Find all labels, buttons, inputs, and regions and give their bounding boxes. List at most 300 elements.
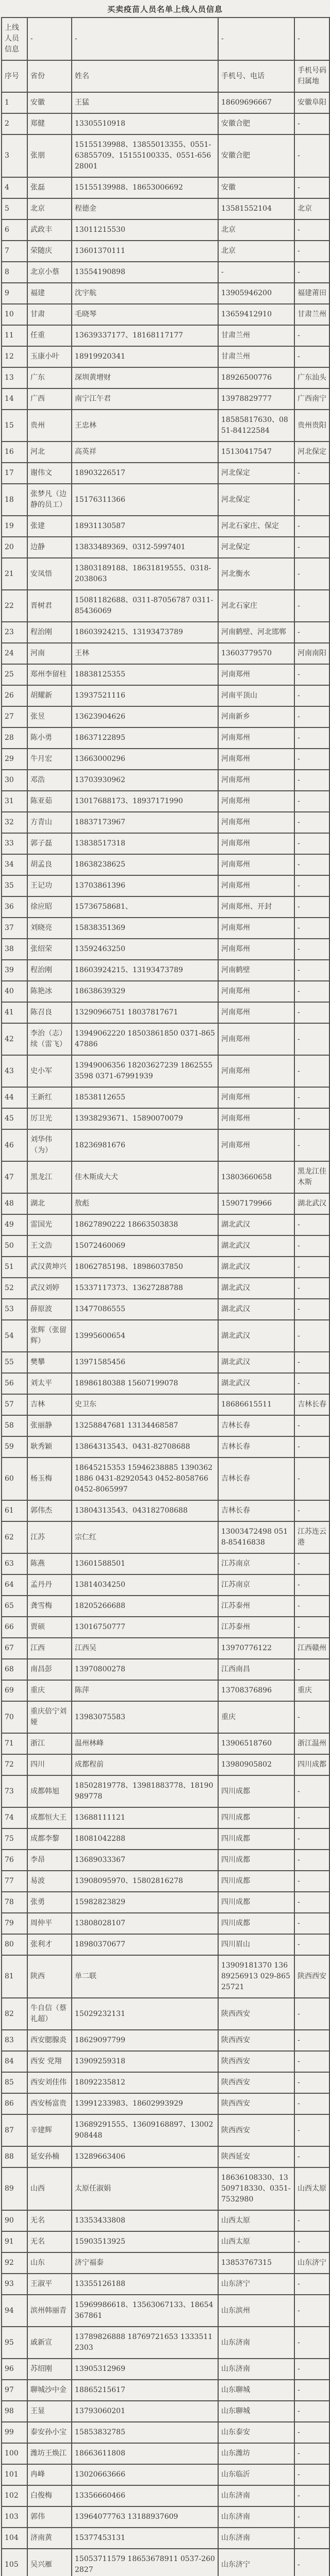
table-row: [2, 1320, 329, 1352]
phone-or-location-cell: 山东济南: [218, 2528, 294, 2549]
name-or-phone-cell: 15736758681、: [72, 896, 218, 918]
province-or-name-cell: 王记功: [27, 875, 72, 896]
table-row: [2, 896, 329, 918]
attribution-cell: -: [294, 2528, 329, 2549]
name-or-phone-cell: 13703930962: [72, 770, 218, 791]
phone-or-location-cell: 河南鹤壁、河北邯郸: [218, 622, 294, 643]
province-or-name-cell: 成都恒大王: [27, 1807, 72, 1828]
serial-cell: 90: [2, 2210, 27, 2231]
province-or-name-cell: 陈亚茹: [27, 791, 72, 812]
serial-cell: 26: [2, 685, 27, 706]
name-or-phone-cell: 18865215617: [72, 2380, 218, 2401]
attribution-cell: -: [294, 960, 329, 981]
phone-or-location-cell: 山西太原: [218, 2210, 294, 2231]
province-or-name-cell: 郭伟: [27, 2506, 72, 2528]
phone-or-location-cell: 吉林长春: [218, 1436, 294, 1458]
phone-or-location-cell: 13803660658: [218, 1161, 294, 1193]
serial-cell: 93: [2, 2274, 27, 2295]
serial-cell: 49: [2, 1214, 27, 1235]
phone-or-location-cell: 河南郑州: [218, 749, 294, 770]
name-or-phone-cell: 13833489369、0312-5997401: [72, 537, 218, 558]
info-row-dash: -: [294, 18, 329, 60]
phone-or-location-cell: 山东泰安: [218, 2422, 294, 2443]
name-or-phone-cell: 13592463250: [72, 939, 218, 960]
serial-cell: 46: [2, 1129, 27, 1161]
serial-cell: 11: [2, 325, 27, 346]
name-or-phone-cell: 15853832785: [72, 2422, 218, 2443]
phone-or-location-cell: 安徽合肥: [218, 113, 294, 134]
name-or-phone-cell: 13356660466: [72, 2485, 218, 2506]
province-or-name-cell: 李治（志）续（雷飞）: [27, 1023, 72, 1055]
phone-or-location-cell: 15130417547: [218, 442, 294, 463]
name-or-phone-cell: 13703861396: [72, 875, 218, 896]
phone-or-location-cell: 湖北武汉: [218, 1235, 294, 1257]
province-or-name-cell: 西安杨富贵: [27, 2093, 72, 2114]
attribution-cell: -: [294, 113, 329, 134]
phone-or-location-cell: -: [218, 262, 294, 283]
attribution-cell: -: [294, 2210, 329, 2231]
province-or-name-cell: 武政丰: [27, 219, 72, 241]
name-or-phone-cell: 太原任淑娟: [72, 2167, 218, 2210]
attribution-cell: 浙江温州: [294, 1733, 329, 1754]
phone-or-location-cell: 山东济南: [218, 2359, 294, 2380]
table-row: [2, 2167, 329, 2210]
attribution-cell: -: [294, 2030, 329, 2051]
table-row: [2, 367, 329, 388]
province-or-name-cell: 福建: [27, 283, 72, 304]
province-or-name-cell: 戚新宣: [27, 2327, 72, 2359]
table-row: [2, 854, 329, 875]
table-row: [2, 558, 329, 590]
serial-cell: 28: [2, 727, 27, 749]
province-or-name-cell: 张丽静: [27, 1415, 72, 1436]
attribution-cell: -: [294, 854, 329, 875]
name-or-phone-cell: 王猛: [72, 92, 218, 113]
info-row: [2, 18, 329, 60]
phone-or-location-cell: 河南郑州: [218, 875, 294, 896]
phone-or-location-cell: 陕西西安: [218, 2114, 294, 2146]
attribution-cell: -: [294, 2327, 329, 2359]
table-row: [2, 1436, 329, 1458]
table-row: [2, 727, 329, 749]
phone-or-location-cell: 江苏南京: [218, 1553, 294, 1574]
attribution-cell: -: [294, 1087, 329, 1108]
province-or-name-cell: 安徽: [27, 92, 72, 113]
phone-or-location-cell: 吉林长春: [218, 1415, 294, 1436]
table-row: [2, 1892, 329, 1913]
table-row: [2, 283, 329, 304]
attribution-cell: -: [294, 1775, 329, 1807]
attribution-cell: -: [294, 791, 329, 812]
province-or-name-cell: 胡耀新: [27, 685, 72, 706]
phone-or-location-cell: 四川成都: [218, 1807, 294, 1828]
attribution-cell: -: [294, 875, 329, 896]
attribution-cell: -: [294, 664, 329, 685]
serial-cell: 44: [2, 1087, 27, 1108]
province-or-name-cell: 荣随庆: [27, 241, 72, 262]
province-or-name-cell: 刘太平: [27, 1373, 72, 1394]
phone-or-location-cell: 13906518760: [218, 1733, 294, 1754]
attribution-cell: -: [294, 2549, 329, 2576]
name-or-phone-cell: 13355126188: [72, 2274, 218, 2295]
province-or-name-cell: 成都韩旭: [27, 1775, 72, 1807]
phone-or-location-cell: 河北保定: [218, 463, 294, 484]
table-row: [2, 939, 329, 960]
serial-cell: 94: [2, 2295, 27, 2327]
name-or-phone-cell: 18980370677: [72, 1934, 218, 1955]
serial-cell: 65: [2, 1596, 27, 1617]
table-row: [2, 590, 329, 622]
name-or-phone-cell: 18663611808: [72, 2443, 218, 2464]
phone-or-location-cell: 河南郑州、开封: [218, 896, 294, 918]
table-row: [2, 1161, 329, 1193]
table-row: [2, 1934, 329, 1955]
name-or-phone-cell: 13908095970、15802816278: [72, 1871, 218, 1892]
attribution-cell: -: [294, 558, 329, 590]
attribution-cell: 广西南宁: [294, 388, 329, 410]
table-row: [2, 1373, 329, 1394]
phone-or-location-cell: 山东济南: [218, 2327, 294, 2359]
serial-cell: 21: [2, 558, 27, 590]
serial-cell: 61: [2, 1500, 27, 1521]
attribution-cell: -: [294, 1574, 329, 1596]
table-row: [2, 1807, 329, 1828]
province-or-name-cell: 张绍荣: [27, 939, 72, 960]
table-row: [2, 1638, 329, 1659]
phone-or-location-cell: 河南郑州: [218, 1108, 294, 1129]
attribution-cell: 安徽阜阳: [294, 92, 329, 113]
name-or-phone-cell: 15155139988、18653006692: [72, 177, 218, 198]
name-or-phone-cell: 成都程前: [72, 1754, 218, 1775]
attribution-cell: -: [294, 1807, 329, 1828]
table-row: [2, 1023, 329, 1055]
province-or-name-cell: 王淑平: [27, 2274, 72, 2295]
province-or-name-cell: 王显: [27, 2401, 72, 2422]
name-or-phone-cell: 18092235812: [72, 2072, 218, 2093]
name-or-phone-cell: 深圳黄增财: [72, 367, 218, 388]
serial-cell: 73: [2, 1775, 27, 1807]
table-row: [2, 1002, 329, 1023]
attribution-cell: 河南南阳: [294, 643, 329, 664]
province-or-name-cell: 重庆: [27, 1680, 72, 1701]
attribution-cell: -: [294, 1998, 329, 2030]
info-row-dash: -: [27, 18, 72, 60]
attribution-cell: -: [294, 2093, 329, 2114]
phone-or-location-cell: 河南郑州: [218, 1055, 294, 1087]
table-row: [2, 1553, 329, 1574]
serial-cell: 72: [2, 1754, 27, 1775]
table-row: [2, 2274, 329, 2295]
province-or-name-cell: 西安 党翔: [27, 2051, 72, 2072]
table-row: [2, 1235, 329, 1257]
province-or-name-cell: 无名: [27, 2231, 72, 2252]
serial-cell: 103: [2, 2506, 27, 2528]
phone-or-location-cell: 河南郑州: [218, 918, 294, 939]
attribution-cell: -: [294, 1023, 329, 1055]
phone-or-location-cell: 河南平顶山: [218, 685, 294, 706]
province-or-name-cell: 陈艳冰: [27, 981, 72, 1002]
phone-or-location-cell: 湖北武汉: [218, 1320, 294, 1352]
name-or-phone-cell: 18629097799: [72, 2030, 218, 2051]
table-row: [2, 1299, 329, 1320]
attribution-cell: -: [294, 1659, 329, 1680]
province-or-name-cell: 潍坊王焕江: [27, 2443, 72, 2464]
table-row: [2, 346, 329, 367]
name-or-phone-cell: 13964077763 13188937609: [72, 2506, 218, 2528]
phone-or-location-cell: 河南郑州: [218, 854, 294, 875]
attribution-cell: 贵州贵阳: [294, 410, 329, 442]
name-or-phone-cell: 13808028107: [72, 1913, 218, 1934]
table-body: [2, 92, 329, 2576]
phone-or-location-cell: 四川成都: [218, 1871, 294, 1892]
name-or-phone-cell: 13949062220 18503861850 0371-86547886: [72, 1023, 218, 1055]
phone-or-location-cell: 河南郑州: [218, 727, 294, 749]
name-or-phone-cell: 单二联: [72, 1955, 218, 1998]
serial-cell: 88: [2, 2146, 27, 2167]
phone-or-location-cell: 13970776122: [218, 1638, 294, 1659]
phone-or-location-cell: 安徽: [218, 177, 294, 198]
table-row: [2, 833, 329, 854]
table-row: [2, 706, 329, 727]
serial-cell: 18: [2, 484, 27, 516]
table-row: [2, 1352, 329, 1373]
province-or-name-cell: 贾硕: [27, 1617, 72, 1638]
attribution-cell: -: [294, 2422, 329, 2443]
serial-cell: 57: [2, 1394, 27, 1415]
province-or-name-cell: 陈燕: [27, 1553, 72, 1574]
province-or-name-cell: 武汉黄坤兴: [27, 1257, 72, 1278]
attribution-cell: -: [294, 1320, 329, 1352]
serial-cell: 30: [2, 770, 27, 791]
attribution-cell: -: [294, 1850, 329, 1871]
phone-or-location-cell: 13980905802: [218, 1754, 294, 1775]
phone-or-location-cell: 吉林长春: [218, 1500, 294, 1521]
table-row: [2, 685, 329, 706]
serial-cell: 68: [2, 1659, 27, 1680]
attribution-cell: 黑龙江佳木斯: [294, 1161, 329, 1193]
serial-cell: 82: [2, 1998, 27, 2030]
attribution-cell: -: [294, 1055, 329, 1087]
serial-cell: 17: [2, 463, 27, 484]
name-or-phone-cell: 13020663666: [72, 2464, 218, 2485]
table-row: [2, 812, 329, 833]
name-or-phone-cell: 18081042288: [72, 1828, 218, 1850]
province-or-name-cell: 郭子磊: [27, 833, 72, 854]
phone-or-location-cell: 河南郑州: [218, 1023, 294, 1055]
serial-cell: 71: [2, 1733, 27, 1754]
province-or-name-cell: 樊攀: [27, 1352, 72, 1373]
province-or-name-cell: 白俊梅: [27, 2485, 72, 2506]
serial-cell: 52: [2, 1278, 27, 1299]
province-or-name-cell: 边静: [27, 537, 72, 558]
column-header-province: 省份: [27, 60, 72, 92]
serial-cell: 48: [2, 1193, 27, 1214]
province-or-name-cell: 甘肃: [27, 304, 72, 325]
phone-or-location-cell: 河南郑州: [218, 1087, 294, 1108]
phone-or-location-cell: 河南郑州: [218, 664, 294, 685]
phone-or-location-cell: 湖北武汉: [218, 1352, 294, 1373]
table-row: [2, 2443, 329, 2464]
attribution-cell: 广东汕头: [294, 367, 329, 388]
table-row: [2, 1055, 329, 1087]
province-or-name-cell: 广东: [27, 367, 72, 388]
name-or-phone-cell: 15377453131: [72, 2528, 218, 2549]
table-row: [2, 643, 329, 664]
serial-cell: 12: [2, 346, 27, 367]
name-or-phone-cell: 15903513925: [72, 2231, 218, 2252]
phone-or-location-cell: 13909181370 13689256913 029-86525721: [218, 1955, 294, 1998]
serial-cell: 43: [2, 1055, 27, 1087]
attribution-cell: -: [294, 1934, 329, 1955]
province-or-name-cell: 无名: [27, 2210, 72, 2231]
attribution-cell: -: [294, 749, 329, 770]
table-row: [2, 2146, 329, 2167]
serial-cell: 97: [2, 2380, 27, 2401]
attribution-cell: -: [294, 346, 329, 367]
attribution-cell: -: [294, 463, 329, 484]
name-or-phone-cell: 13909259318: [72, 2051, 218, 2072]
table-row: [2, 1214, 329, 1235]
table-row: [2, 134, 329, 177]
phone-or-location-cell: 15907179966: [218, 1193, 294, 1214]
table-row: [2, 410, 329, 442]
attribution-cell: -: [294, 177, 329, 198]
serial-cell: 92: [2, 2252, 27, 2274]
name-or-phone-cell: 18638639329: [72, 981, 218, 1002]
serial-cell: 63: [2, 1553, 27, 1574]
serial-cell: 55: [2, 1352, 27, 1373]
serial-cell: 16: [2, 442, 27, 463]
table-row: [2, 92, 329, 113]
serial-cell: 59: [2, 1436, 27, 1458]
phone-or-location-cell: 湖北武汉: [218, 1278, 294, 1299]
serial-cell: 74: [2, 1807, 27, 1828]
name-or-phone-cell: 18236981676: [72, 1129, 218, 1161]
table-row: [2, 1458, 329, 1500]
table-row: [2, 198, 329, 219]
name-or-phone-cell: 13803189188、18631819555、0318-2038063: [72, 558, 218, 590]
serial-cell: 51: [2, 1257, 27, 1278]
province-or-name-cell: 西安腮腺炎: [27, 2030, 72, 2051]
name-or-phone-cell: 史卫东: [72, 1394, 218, 1415]
name-or-phone-cell: 15982823829: [72, 1892, 218, 1913]
attribution-cell: -: [294, 1415, 329, 1436]
phone-or-location-cell: 四川成都: [218, 1828, 294, 1850]
province-or-name-cell: 陈小勇: [27, 727, 72, 749]
name-or-phone-cell: 13789826888 18769721653 13335112303: [72, 2327, 218, 2359]
attribution-cell: -: [294, 1701, 329, 1733]
name-or-phone-cell: 南宁江午君: [72, 388, 218, 410]
province-or-name-cell: 张梦凡（边静的员工）: [27, 484, 72, 516]
serial-cell: 54: [2, 1320, 27, 1352]
phone-or-location-cell: 18585817630、0851-84122584: [218, 410, 294, 442]
phone-or-location-cell: 湖北武汉: [218, 1299, 294, 1320]
attribution-cell: -: [294, 727, 329, 749]
province-or-name-cell: 张昱: [27, 706, 72, 727]
attribution-cell: -: [294, 2231, 329, 2252]
attribution-cell: -: [294, 219, 329, 241]
attribution-cell: -: [294, 981, 329, 1002]
serial-cell: 22: [2, 590, 27, 622]
serial-cell: 37: [2, 918, 27, 939]
serial-cell: 96: [2, 2359, 27, 2380]
name-or-phone-cell: 13983075583: [72, 1701, 218, 1733]
serial-cell: 105: [2, 2549, 27, 2576]
table-row: [2, 1278, 329, 1299]
serial-cell: 67: [2, 1638, 27, 1659]
province-or-name-cell: 冉峰: [27, 2464, 72, 2485]
phone-or-location-cell: 北京: [218, 219, 294, 241]
serial-cell: 33: [2, 833, 27, 854]
name-or-phone-cell: 沈宇航: [72, 283, 218, 304]
province-or-name-cell: 张利才: [27, 1934, 72, 1955]
attribution-cell: -: [294, 516, 329, 537]
phone-or-location-cell: 江苏泰州: [218, 1617, 294, 1638]
table-row: [2, 113, 329, 134]
table-row: [2, 1754, 329, 1775]
phone-or-location-cell: 山东济南: [218, 2485, 294, 2506]
phone-or-location-cell: 山东济南: [218, 2506, 294, 2528]
name-or-phone-cell: 18062785198、18986037850: [72, 1257, 218, 1278]
serial-cell: 84: [2, 2051, 27, 2072]
province-or-name-cell: 郭伟杰: [27, 1500, 72, 1521]
table-row: [2, 388, 329, 410]
province-or-name-cell: 王文浩: [27, 1235, 72, 1257]
name-or-phone-cell: 18627890222 18663503838: [72, 1214, 218, 1235]
table-row: [2, 1108, 329, 1129]
attribution-cell: -: [294, 325, 329, 346]
personnel-table: [1, 17, 330, 2576]
serial-cell: 40: [2, 981, 27, 1002]
attribution-cell: -: [294, 2380, 329, 2401]
name-or-phone-cell: 程德金: [72, 198, 218, 219]
attribution-cell: -: [294, 1214, 329, 1235]
attribution-cell: -: [294, 1596, 329, 1617]
attribution-cell: -: [294, 1257, 329, 1278]
phone-or-location-cell: 13581552104: [218, 198, 294, 219]
attribution-cell: 河北保定: [294, 442, 329, 463]
serial-cell: 1: [2, 92, 27, 113]
province-or-name-cell: 王新红: [27, 1087, 72, 1108]
serial-cell: 69: [2, 1680, 27, 1701]
serial-cell: 81: [2, 1955, 27, 1998]
table-row: [2, 2528, 329, 2549]
province-or-name-cell: 贵州: [27, 410, 72, 442]
name-or-phone-cell: 毛晓琴: [72, 304, 218, 325]
province-or-name-cell: 延安孙楠: [27, 2146, 72, 2167]
serial-cell: 80: [2, 1934, 27, 1955]
province-or-name-cell: 广西: [27, 388, 72, 410]
table-row: [2, 1775, 329, 1807]
province-or-name-cell: 杨玉梅: [27, 1458, 72, 1500]
phone-or-location-cell: 山西太原: [218, 2231, 294, 2252]
table-row: [2, 2252, 329, 2274]
province-or-name-cell: 吉林: [27, 1394, 72, 1415]
attribution-cell: -: [294, 1828, 329, 1850]
phone-or-location-cell: 河南郑州: [218, 939, 294, 960]
attribution-cell: -: [294, 590, 329, 622]
table-row: [2, 1617, 329, 1638]
serial-cell: 99: [2, 2422, 27, 2443]
province-or-name-cell: 厉卫光: [27, 1108, 72, 1129]
table-row: [2, 304, 329, 325]
province-or-name-cell: 北京小蔡: [27, 262, 72, 283]
province-or-name-cell: 北京: [27, 198, 72, 219]
province-or-name-cell: 江苏: [27, 1521, 72, 1553]
province-or-name-cell: 张建: [27, 516, 72, 537]
serial-cell: 4: [2, 177, 27, 198]
province-or-name-cell: 苏绍刚: [27, 2359, 72, 2380]
